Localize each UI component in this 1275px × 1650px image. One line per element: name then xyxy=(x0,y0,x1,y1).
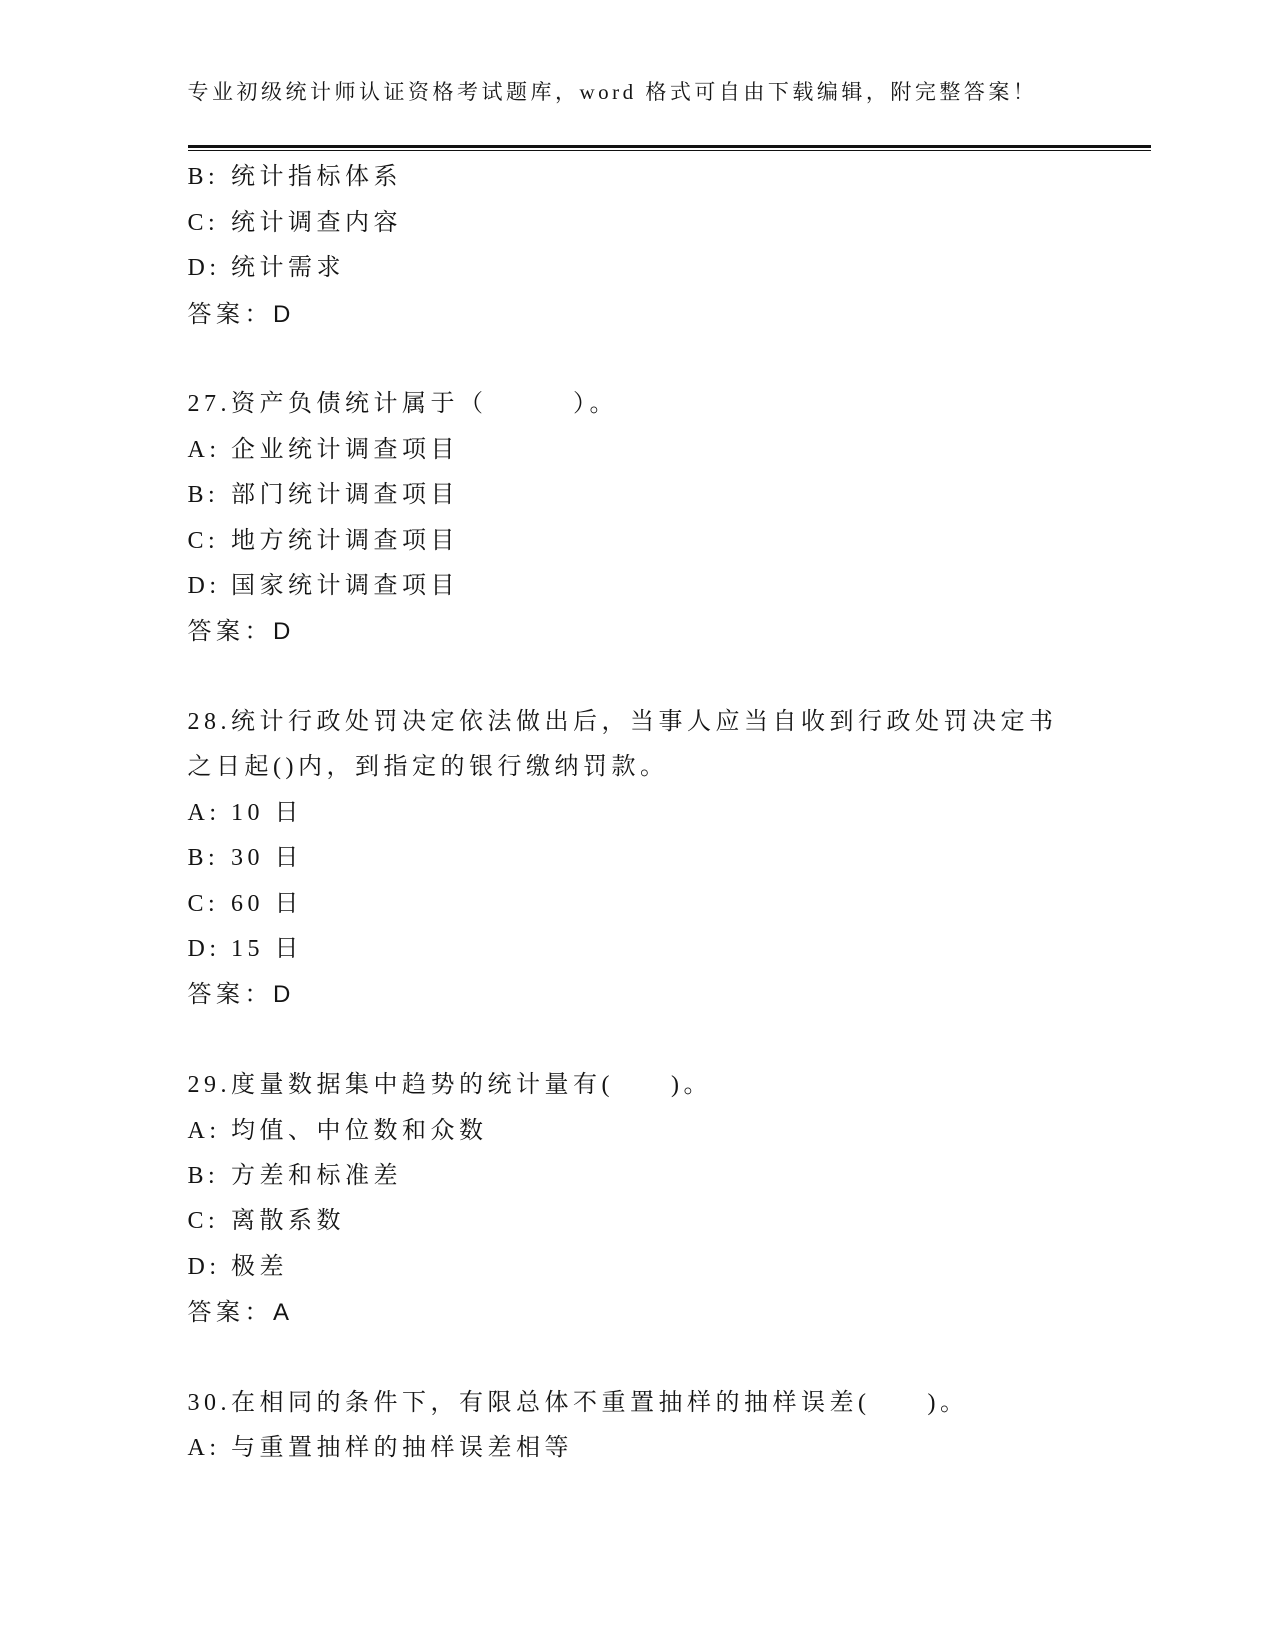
question-number: 30. xyxy=(187,1389,231,1416)
option-text: 企业统计调查项目 xyxy=(231,436,459,463)
question-stem xyxy=(188,1063,1188,1108)
option-text: 方差和标准差 xyxy=(231,1162,402,1189)
answer-value: D xyxy=(273,300,295,328)
option-text: 15 日 xyxy=(231,936,303,963)
question-stem-text: 度量数据集中趋势的统计量有( )。 xyxy=(231,1072,712,1099)
option-c xyxy=(188,1199,1188,1244)
option-a xyxy=(188,791,1188,836)
answer-label: 答案： xyxy=(187,300,273,328)
question-stem xyxy=(188,700,1188,745)
answer-label: 答案： xyxy=(187,618,273,646)
option-label: B: xyxy=(187,164,220,191)
option-a xyxy=(188,1426,1188,1471)
question-26-continued xyxy=(188,155,1188,337)
question-stem-text: 在相同的条件下，有限总体不重置抽样的抽样误差( )。 xyxy=(231,1389,969,1416)
option-text: 极差 xyxy=(231,1253,288,1280)
option-d xyxy=(188,927,1188,972)
question-30 xyxy=(188,1381,1188,1472)
answer-value: D xyxy=(273,618,295,646)
option-label: D: xyxy=(187,255,221,282)
option-a xyxy=(188,428,1188,473)
question-list xyxy=(188,155,1188,1517)
option-text: 统计需求 xyxy=(231,255,345,282)
option-label: A: xyxy=(187,799,221,826)
page-header: 专业初级统计师认证资格考试题库，word 格式可自由下载编辑，附完整答案！ xyxy=(187,79,1038,104)
question-number: 29. xyxy=(187,1072,231,1099)
question-number: 28. xyxy=(187,709,231,736)
option-text: 30 日 xyxy=(231,845,303,872)
option-text: 部门统计调查项目 xyxy=(231,482,459,509)
option-text: 10 日 xyxy=(231,799,303,826)
answer-line xyxy=(188,292,1188,337)
answer-label: 答案： xyxy=(187,981,273,1009)
option-label: D: xyxy=(187,1253,221,1280)
option-text: 统计调查内容 xyxy=(231,209,402,236)
option-c xyxy=(188,882,1188,927)
answer-value: D xyxy=(273,981,295,1009)
question-stem xyxy=(188,382,1188,427)
answer-value: A xyxy=(273,1299,294,1327)
option-label: D: xyxy=(187,936,221,963)
option-label: C: xyxy=(187,890,220,917)
option-b xyxy=(188,473,1188,518)
question-number: 27. xyxy=(187,391,231,418)
header-double-rule xyxy=(188,145,1152,151)
question-29 xyxy=(188,1063,1188,1335)
question-stem-text: 之日起()内，到指定的银行缴纳罚款。 xyxy=(187,754,669,781)
option-text: 60 日 xyxy=(231,890,303,917)
answer-line xyxy=(188,1290,1188,1335)
option-label: C: xyxy=(187,209,220,236)
option-text: 与重置抽样的抽样误差相等 xyxy=(231,1435,573,1462)
option-text: 地方统计调查项目 xyxy=(231,527,459,554)
question-28 xyxy=(188,700,1188,1018)
option-text: 均值、中位数和众数 xyxy=(231,1117,488,1144)
option-d xyxy=(188,1245,1188,1290)
question-stem-continued xyxy=(188,745,1188,790)
option-label: B: xyxy=(187,1162,220,1189)
option-b xyxy=(188,1154,1188,1199)
option-label: C: xyxy=(187,1208,220,1235)
option-text: 国家统计调查项目 xyxy=(231,572,459,599)
option-label: A: xyxy=(187,1435,221,1462)
option-b xyxy=(188,155,1188,200)
question-stem xyxy=(188,1381,1188,1426)
option-label: D: xyxy=(187,572,221,599)
answer-line xyxy=(188,972,1188,1017)
option-c xyxy=(188,201,1188,246)
option-label: B: xyxy=(187,845,220,872)
option-d xyxy=(188,564,1188,609)
option-b xyxy=(188,836,1188,881)
answer-line xyxy=(188,609,1188,654)
question-stem-text: 统计行政处罚决定依法做出后，当事人应当自收到行政处罚决定书 xyxy=(231,709,1058,736)
answer-label: 答案： xyxy=(187,1299,273,1327)
option-text: 离散系数 xyxy=(231,1208,345,1235)
option-d xyxy=(188,246,1188,291)
option-c xyxy=(188,519,1188,564)
option-label: C: xyxy=(187,527,220,554)
option-text: 统计指标体系 xyxy=(231,164,402,191)
question-stem-text: 资产负债统计属于（ ）。 xyxy=(231,391,618,418)
question-27 xyxy=(188,382,1188,654)
option-label: A: xyxy=(187,1117,221,1144)
option-label: B: xyxy=(187,482,220,509)
option-a xyxy=(188,1109,1188,1154)
option-label: A: xyxy=(187,436,221,463)
